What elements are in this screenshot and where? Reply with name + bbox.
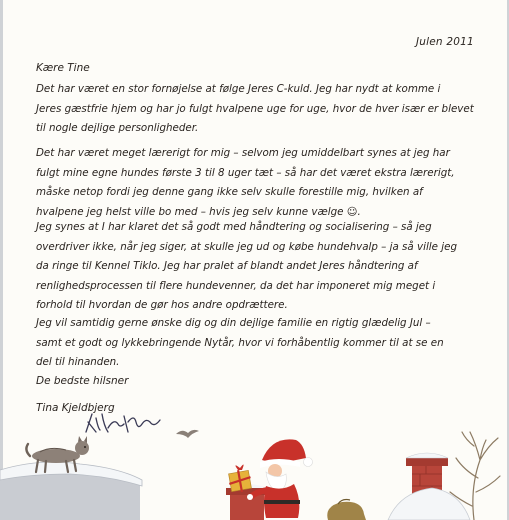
paragraph-line: fulgt mine egne hundes første 3 til 8 uger tæt – så har det været ekstra lærerigt, — [36, 166, 455, 179]
sack-icon — [327, 500, 366, 520]
paragraph-line: samt et godt og lykkebringende Nytår, hvor vi forhåbentlig kommer til at se en — [36, 336, 444, 349]
bird-icon — [176, 430, 199, 438]
letter-greeting: Kære Tine — [36, 62, 90, 74]
paragraph-line: Jeg vil samtidig gerne ønske dig og din dejlige familie en rigtig glædelig Jul – — [36, 317, 431, 329]
paragraph-line: til nogle dejlige personligheder. — [36, 122, 199, 134]
christmas-illustration — [0, 388, 509, 520]
paragraph-line: da ringe til Kennel Tiklo. Jeg har pralet af blandt andet Jeres håndtering af — [36, 260, 418, 272]
paragraph-line: Det har været en stor fornøjelse at følge Jeres C-kuld. Jeg har nydt at komme i — [36, 83, 441, 95]
paragraph-line: overdriver ikke, når jeg siger, at skulle jeg ud og købe hundehvalp – ja så ville jeg — [36, 240, 458, 253]
signature-icon — [86, 414, 160, 432]
paragraph-line: del til hinanden. — [36, 356, 120, 368]
letter-closing: De bedste hilsner — [36, 375, 129, 387]
paragraph-2 — [36, 144, 488, 222]
paragraph-line: hvalpene jeg helst ville bo med – hvis jeg selv kunne vælge ☺. — [36, 205, 361, 218]
signer-name: Tina Kjeldbjerg — [36, 402, 115, 414]
paragraph-line: Jeg synes at I har klaret det så godt med håndtering og socialisering – så jeg — [36, 221, 432, 233]
left-roof — [0, 462, 142, 520]
right-roof — [388, 488, 470, 520]
paragraph-line: måske netop fordi jeg denne gang ikke selv skulle forestille mig, hvilken af — [36, 186, 423, 198]
paragraph-3 — [36, 218, 488, 316]
paragraph-line: Jeres gæstfrie hjem og har jo fulgt hvalpene uge for uge, hvor de hver især er blevet — [36, 102, 474, 115]
paragraph-1 — [36, 80, 488, 139]
paragraph-line: Det har været meget lærerigt for mig – selvom jeg umiddelbart synes at jeg har — [36, 147, 450, 159]
letter-date: Julen 2011 — [416, 36, 474, 48]
paragraph-line: forhold til hvordan de gør hos andre opdrættere. — [36, 299, 288, 311]
paragraph-line: renlighedsprocessen til flere hundevenner, da det har imponeret mig meget i — [36, 279, 436, 292]
paragraph-4 — [36, 314, 488, 373]
